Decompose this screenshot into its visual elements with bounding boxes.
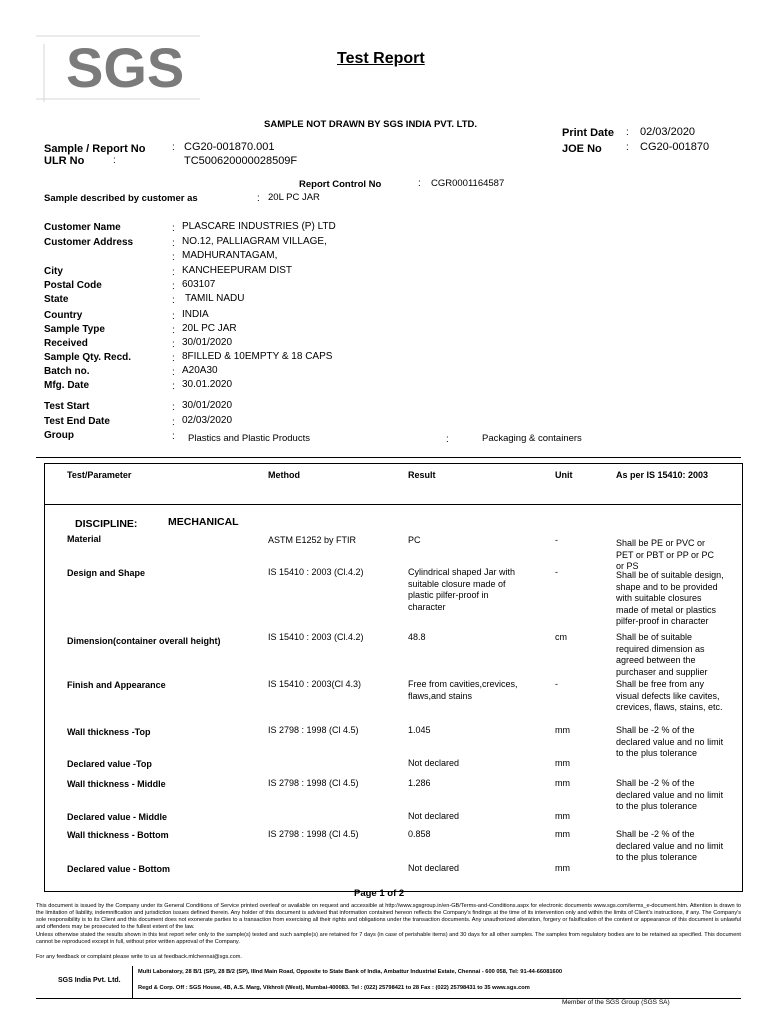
colon: : <box>172 417 175 428</box>
customer-field-label: Test End Date <box>44 416 110 427</box>
customer-field-value: KANCHEEPURAM DIST <box>182 265 293 276</box>
customer-field-label: Customer Name <box>44 222 121 233</box>
colon: : <box>626 142 629 153</box>
cell-spec: Shall be of suitable design, shape and to be provided with suitable closures made of metal or plastics pilfer-proof in character <box>616 570 724 626</box>
group-sub-value: Packaging & containers <box>482 433 582 444</box>
cell-param: Wall thickness - Bottom <box>67 830 169 840</box>
cell-param: Declared value -Top <box>67 759 152 769</box>
ulr-label: ULR No <box>44 155 85 167</box>
cell-unit: - <box>555 567 558 577</box>
colon: : <box>172 267 175 278</box>
footer-divider <box>132 966 133 998</box>
print-date-label: Print Date <box>562 127 614 139</box>
ulr-value: TC500620000028509F <box>184 155 298 167</box>
colon: : <box>172 431 175 442</box>
customer-field-label: City <box>44 266 63 277</box>
colon: : <box>418 178 421 189</box>
cell-param: Declared value - Bottom <box>67 864 171 874</box>
colon: : <box>113 155 116 166</box>
cell-spec: Shall be -2 % of the declared value and no limit to the plus tolerance <box>616 725 724 758</box>
customer-field-label: Country <box>44 310 83 321</box>
customer-field-label: State <box>44 294 69 305</box>
report-control-label: Report Control No <box>299 179 382 190</box>
colon: : <box>626 127 629 138</box>
cell-unit: cm <box>555 632 567 642</box>
header-param: Test/Parameter <box>67 470 132 480</box>
cell-spec: Shall be -2 % of the declared value and no limit to the plus tolerance <box>616 778 724 811</box>
cell-unit: - <box>555 535 558 545</box>
member-note: Member of the SGS Group (SGS SA) <box>562 999 670 1006</box>
discipline-label: DISCIPLINE: <box>75 518 138 530</box>
cell-result: 1.045 <box>408 725 431 735</box>
cell-result: Not declared <box>408 811 460 821</box>
sgs-logo <box>36 34 200 102</box>
group-value: Plastics and Plastic Products <box>188 433 310 444</box>
customer-field-value: TAMIL NADU <box>185 293 245 304</box>
cell-unit: mm <box>555 758 570 768</box>
colon: : <box>172 402 175 413</box>
group-label: Group <box>44 430 74 441</box>
customer-field-value: PLASCARE INDUSTRIES (P) LTD <box>182 221 336 232</box>
customer-field-value: 30.01.2020 <box>182 379 233 390</box>
cell-method: IS 2798 : 1998 (Cl 4.5) <box>268 725 359 735</box>
customer-field-label: Mfg. Date <box>44 380 89 391</box>
cell-result: 0.858 <box>408 829 431 839</box>
customer-field-label: Postal Code <box>44 280 102 291</box>
colon: : <box>172 142 175 153</box>
page-number: Page 1 of 2 <box>354 888 405 899</box>
cell-result: 1.286 <box>408 778 431 788</box>
cell-spec: Shall be PE or PVC or PET or PBT or PP or PC or PS <box>616 538 715 571</box>
cell-param: Wall thickness -Top <box>67 727 151 737</box>
customer-field-value: 02/03/2020 <box>182 415 233 426</box>
cell-method: IS 15410 : 2003 (Cl.4.2) <box>268 632 364 642</box>
address-line-1: Multi Laboratory, 28 B/1 (SP), 28 B/2 (SP), IIInd Main Road, Opposite to State Bank of India, Ambattur Industrial Estate, Chennai - 600 058, Tel: 91-44-66081600 <box>138 969 563 975</box>
customer-field-value: 30/01/2020 <box>182 400 233 411</box>
cell-param: Material <box>67 534 102 544</box>
company-name: SGS India Pvt. Ltd. <box>58 977 121 984</box>
colon: : <box>446 434 449 445</box>
discipline-value: MECHANICAL <box>168 516 239 528</box>
address-line-2: Regd & Corp. Off : SGS House, 4B, A.S. Marg, Vikhroli (West), Mumbai-400083. Tel : (022) 25798421 to 28 Fax : (022) 25798431 to 35 www.sgs.com <box>138 985 530 991</box>
customer-field-value: INDIA <box>182 309 209 320</box>
cell-method: ASTM E1252 by FTIR <box>268 535 357 545</box>
header-result: Result <box>408 470 436 480</box>
customer-field-label: Customer Address <box>44 237 134 248</box>
customer-field-label: Batch no. <box>44 366 90 377</box>
cell-unit: mm <box>555 725 570 735</box>
customer-field-label: Sample Type <box>44 324 105 335</box>
joe-value: CG20-001870 <box>640 141 710 153</box>
cell-unit: - <box>555 679 558 689</box>
cell-unit: mm <box>555 811 570 821</box>
cell-param: Wall thickness - Middle <box>67 779 166 789</box>
colon: : <box>172 223 175 234</box>
cell-result: 48.8 <box>408 632 426 642</box>
cell-unit: mm <box>555 778 570 788</box>
cell-unit: mm <box>555 863 570 873</box>
cell-result: Not declared <box>408 758 460 768</box>
cell-param: Dimension(container overall height) <box>67 636 221 646</box>
customer-field-value: 20L PC JAR <box>182 323 237 334</box>
cell-param: Design and Shape <box>67 568 146 578</box>
colon: : <box>172 325 175 336</box>
cell-method: IS 2798 : 1998 (Cl 4.5) <box>268 829 359 839</box>
cell-param: Declared value - Middle <box>67 812 168 822</box>
cell-result: Free from cavities,crevices, flaws,and stains <box>408 679 518 701</box>
customer-field-value: 603107 <box>182 279 216 290</box>
report-title: Test Report <box>337 50 425 67</box>
joe-label: JOE No <box>562 143 602 155</box>
cell-method: IS 2798 : 1998 (Cl 4.5) <box>268 778 359 788</box>
customer-field-label: Received <box>44 338 88 349</box>
feedback-note: For any feedback or complaint please write to us at feedback.mlchennai@sgs.com. <box>36 954 242 960</box>
cell-result: Not declared <box>408 863 460 873</box>
cell-method: IS 15410 : 2003 (Cl.4.2) <box>268 567 364 577</box>
described-value: 20L PC JAR <box>268 192 320 203</box>
colon: : <box>172 339 175 350</box>
disclaimer-2: Unless otherwise stated the results shown in this test report refer only to the sample(s) tested and such sample(s) are retained for 7 days (in case of perishable items) and 30 days for all other samples. The samples from regulatory bodies are to be retained as specified. This document cannot be reproduced except in full, without prior written approval of the Company. <box>36 932 741 945</box>
colon: : <box>172 238 175 249</box>
table-top-rule <box>36 457 741 458</box>
cell-spec: Shall be -2 % of the declared value and no limit to the plus tolerance <box>616 829 724 862</box>
customer-field-value: 30/01/2020 <box>182 337 233 348</box>
customer-field-value: MADHURANTAGAM, <box>182 250 278 261</box>
customer-field-value: NO.12, PALLIAGRAM VILLAGE, <box>182 236 327 247</box>
sample-report-value: CG20-001870.001 <box>184 141 275 153</box>
colon: : <box>172 311 175 322</box>
report-control-value: CGR0001164587 <box>431 178 505 189</box>
colon: : <box>257 193 260 204</box>
sample-report-label: Sample / Report No <box>44 143 146 155</box>
cell-unit: mm <box>555 829 570 839</box>
cell-spec: Shall be of suitable required dimension as agreed between the purchaser and supplier <box>616 632 708 677</box>
cell-result: PC <box>408 535 421 545</box>
print-date-value: 02/03/2020 <box>640 126 696 138</box>
customer-field-value: 8FILLED & 10EMPTY & 18 CAPS <box>182 351 333 362</box>
footer-address-box <box>36 964 741 1000</box>
customer-field-label: Test Start <box>44 401 90 412</box>
logo-text: SGS <box>66 36 185 99</box>
colon: : <box>172 295 175 306</box>
header-method: Method <box>268 470 300 480</box>
cell-result: Cylindrical shaped Jar with suitable closure made of plastic pilfer-proof in character <box>408 567 516 612</box>
colon: : <box>172 353 175 364</box>
customer-field-label: Sample Qty. Recd. <box>44 352 132 363</box>
colon: : <box>172 367 175 378</box>
disclaimer-1: This document is issued by the Company under its General Conditions of Service printed overleaf or available on request and accessible at http://www.sgsgroup.in/en-GB/Terms-and-Conditions.aspx for electronic documents www.sgs.com/terms_e-document.htm. Attention is drawn to the limitation of liability, indemnification and jurisdiction issues defined therein. Any holder of this document is advised that information contained hereon reflects the Company's findings at the time of its intervention only and within the limits of Client's instructions, if any. The Company's sole responsibility is to its Client and this document does not exonerate parties to a transaction from exercising all their rights and obligations under the transaction documents. Any unauthorized alteration, forgery or falsification of the content or appearance of this document is unlawful and offenders may be prosecuted to the fullest extent of the law. <box>36 903 741 930</box>
sample-not-drawn-note: SAMPLE NOT DRAWN BY SGS INDIA PVT. LTD. <box>264 119 478 130</box>
described-label: Sample described by customer as <box>44 193 198 204</box>
header-spec: As per IS 15410: 2003 <box>616 470 709 480</box>
cell-method: IS 15410 : 2003(Cl 4.3) <box>268 679 362 689</box>
cell-spec: Shall be free from any visual defects like cavites, crevices, flaws, stains, etc. <box>616 679 723 712</box>
colon: : <box>172 281 175 292</box>
colon: : <box>172 381 175 392</box>
cell-param: Finish and Appearance <box>67 680 166 690</box>
header-unit: Unit <box>555 470 573 480</box>
colon: : <box>172 252 175 263</box>
customer-field-value: A20A30 <box>182 365 218 376</box>
table-header-rule <box>44 504 741 505</box>
